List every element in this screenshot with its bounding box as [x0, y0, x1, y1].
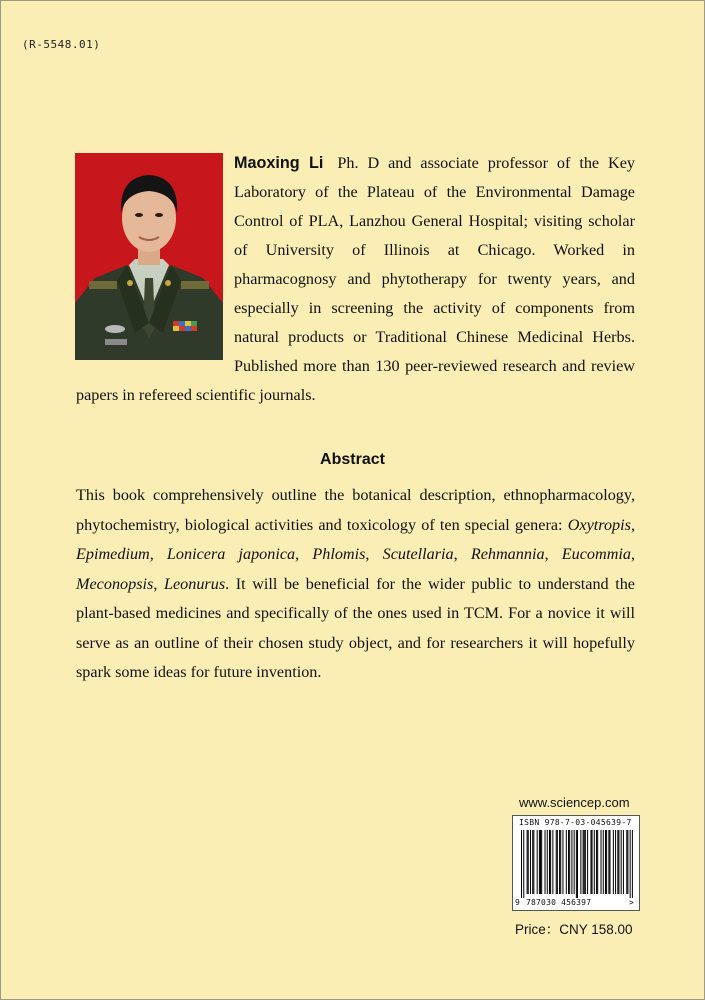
author-bio — [76, 149, 635, 410]
abstract-intro: This book comprehensively outline the botanical description, ethnopharmacology, phytochemistry, biological activities and toxicology of ten special genera: — [76, 486, 635, 534]
barcode-bar — [569, 830, 570, 894]
barcode-bar — [571, 830, 572, 894]
barcode-bar — [528, 830, 529, 894]
photo-spacer — [76, 149, 234, 381]
barcode-bar — [539, 830, 540, 894]
barcode-bar — [592, 830, 593, 894]
catalog-code: (R-5548.01) — [22, 38, 101, 51]
barcode-bar — [549, 830, 550, 894]
barcode-bar — [541, 830, 542, 894]
barcode-bar — [623, 830, 624, 894]
barcode-bar — [626, 830, 627, 894]
barcode-bar — [594, 830, 595, 894]
barcode-digits: 787030 456397 — [526, 898, 592, 907]
barcode-bar — [559, 830, 560, 894]
barcode-bar — [603, 830, 604, 894]
barcode-bar — [605, 830, 606, 894]
barcode-bar — [568, 830, 569, 894]
genus-name: Phlomis — [312, 545, 366, 563]
barcode-bar — [617, 830, 618, 894]
barcode-bar — [615, 830, 616, 894]
genus-name: Meconopsis — [76, 574, 154, 593]
author-bio-text: Ph. D and associate professor of the Key Laboratory of the Plateau of the Environmental Damage Control of PLA, Lanzhou General Hospital; visiting scholar of University of Illinois at Chicago. Worked in pharmacognosy and phytotherapy for twenty years, and especially in screening the activity of components from natural products or Traditional Chinese Medicinal Herbs. Published more than 130 peer-reviewed research and review papers in refereed scientific journals. — [76, 154, 635, 404]
barcode-bar — [557, 830, 558, 894]
barcode-bar — [521, 830, 522, 898]
barcode-bar — [574, 830, 575, 894]
genus-name: Oxytropis — [567, 515, 631, 534]
barcode-bar — [530, 830, 531, 894]
barcode-bar — [608, 830, 609, 894]
barcode-bar — [606, 830, 607, 894]
genus-name: Leonurus — [163, 574, 226, 593]
abstract-rest: . It will be beneficial for the wider public to understand the plant-based medicines and specifically of the ones used in TCM. For a novice it will serve as an outline of their chosen study object, and for researchers it will hopefully spark some ideas for future invention. — [76, 574, 635, 681]
barcode-arrow: > — [629, 898, 634, 907]
barcode-bar — [545, 830, 546, 894]
barcode-bar — [552, 830, 553, 894]
barcode-bars — [521, 830, 633, 898]
barcode-bar — [601, 830, 602, 894]
genus-name: Epimedium, Lonicera japonica — [76, 545, 296, 563]
barcode-bar — [585, 830, 586, 894]
barcode-bar — [562, 830, 563, 894]
barcode-bar — [597, 830, 598, 894]
barcode-bar — [560, 830, 561, 894]
barcode-bar — [630, 830, 631, 898]
abstract-body: This book comprehensively outline the botanical description, ethnopharmacology, phytochemistry, biological activities and toxicology of ten special genera: Oxytropis, Epimedium, Lonicera japonica, Phlomis, Scutellaria, Rehmannia, Eucommia, Meconopsis, Leonurus. It will be beneficial for the wider public to understand the plant-based medicines and specifically of the ones used in TCM. For a novice it will serve as an outline of their chosen study object, and for researchers it will hopefully spark some ideas for future invention. — [76, 486, 636, 681]
barcode-bar — [618, 830, 619, 894]
barcode-bar — [596, 830, 597, 894]
barcode-bar — [632, 830, 633, 898]
publisher-url: www.sciencep.com — [519, 795, 630, 810]
barcode-bar — [566, 830, 567, 894]
genus-name: Eucommia — [561, 545, 631, 563]
barcode-first-digit: 9 — [515, 898, 520, 907]
abstract-title: Abstract — [320, 451, 385, 468]
barcode-bar — [609, 830, 610, 894]
barcode-bar — [590, 830, 591, 894]
barcode-bar — [627, 830, 628, 894]
price: Price：CNY 158.00 — [515, 922, 633, 937]
barcode-bar — [540, 830, 541, 894]
barcode-bar — [556, 830, 557, 894]
barcode-bar — [532, 830, 533, 894]
barcode-bar — [533, 830, 534, 894]
genus-name: Rehmannia — [470, 545, 545, 563]
barcode-bar — [550, 830, 551, 894]
barcode — [512, 815, 640, 911]
barcode-bar — [584, 830, 585, 894]
author-name: Maoxing Li — [234, 154, 324, 172]
barcode-bar — [613, 830, 614, 894]
barcode-bar — [621, 830, 622, 894]
barcode-bar — [537, 830, 538, 894]
barcode-bar — [576, 830, 577, 898]
barcode-bar — [527, 830, 528, 894]
barcode-bar — [523, 830, 524, 898]
genus-name: Scutellaria — [382, 545, 454, 563]
barcode-bar — [547, 830, 548, 894]
barcode-bar — [577, 830, 578, 898]
barcode-bar — [580, 830, 581, 894]
barcode-bar — [583, 830, 584, 894]
isbn-text: ISBN 978-7-03-045639-7 — [519, 818, 632, 827]
barcode-bar — [587, 830, 588, 894]
